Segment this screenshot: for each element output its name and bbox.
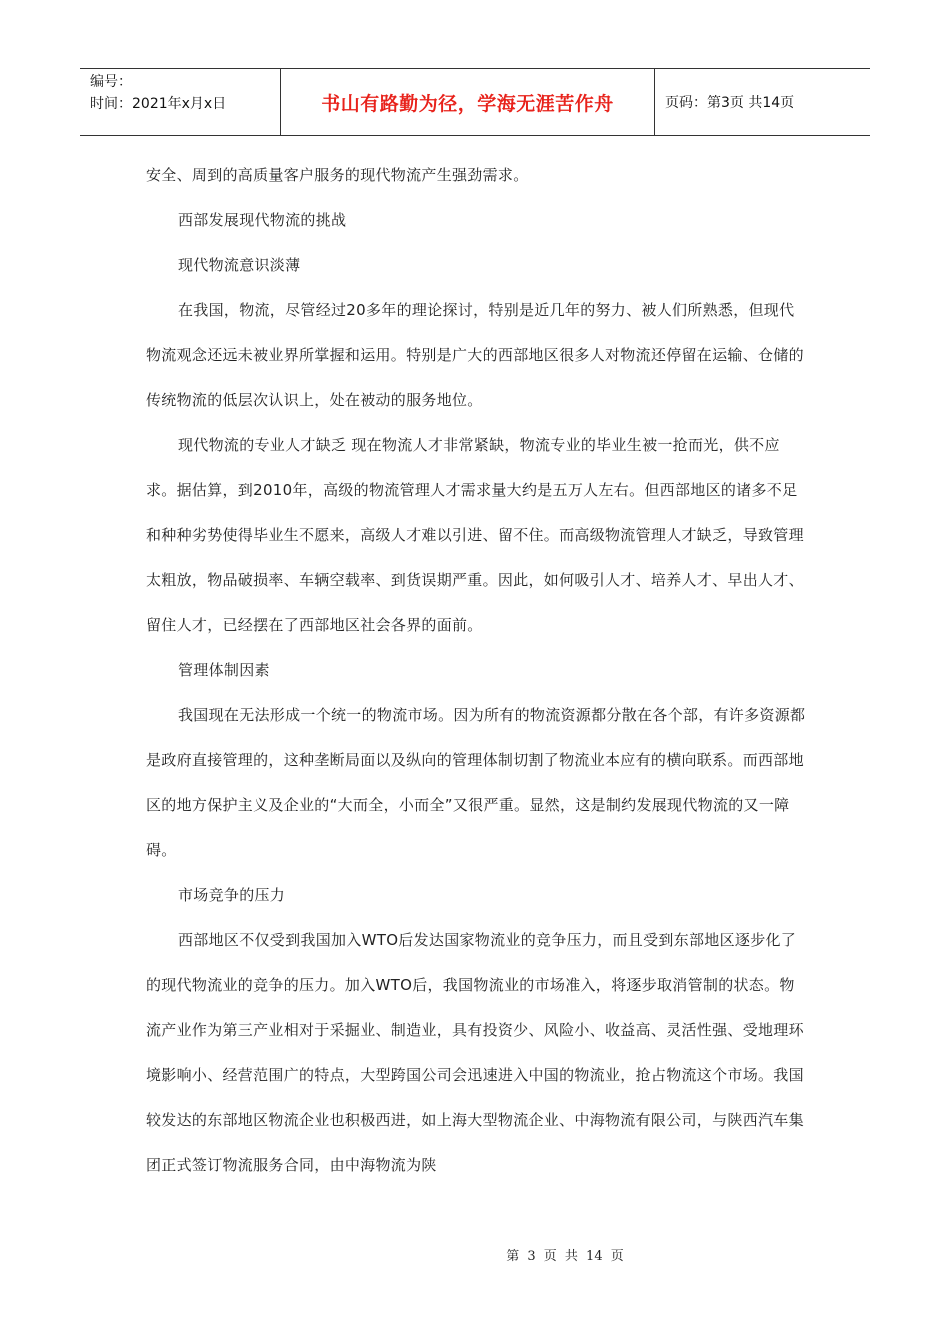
header-meta-cell — [80, 69, 281, 135]
document-body — [146, 153, 806, 1188]
document-date: 时间：2021年x月x日 — [90, 96, 227, 112]
document-number-label: 编号： — [90, 74, 132, 90]
paragraph: 在我国，物流，尽管经过20多年的理论探讨，特别是近几年的努力、被人们所熟悉，但现代物流观念还远未被业界所掌握和运用。特别是广大的西部地区很多人对物流还停留在运输、仓储的传统物流的低层次认识上，处在被动的服务地位。 — [146, 301, 804, 409]
section-heading: 西部发展现代物流的挑战 — [178, 211, 347, 229]
header-motto: 书山有路勤为径，学海无涯苦作舟 — [281, 69, 655, 135]
page-footer: 第 3 页 共 14 页 — [506, 1249, 624, 1264]
subsection-heading: 管理体制因素 — [178, 661, 270, 679]
subsection-heading: 市场竞争的压力 — [178, 886, 286, 904]
paragraph: 现代物流的专业人才缺乏 现在物流人才非常紧缺，物流专业的毕业生被一抢而光，供不应求。据估算，到2010年，高级的物流管理人才需求量大约是五万人左右。但西部地区的诸多不足和种种劣势使得毕业生不愿来，高级人才难以引进、留不住。而高级物流管理人才缺乏，导致管理太粗放，物品破损率、车辆空载率、到货误期严重。因此，如何吸引人才、培养人才、早出人才、留住人才，已经摆在了西部地区社会各界的面前。 — [146, 436, 804, 634]
page-header — [80, 68, 870, 136]
paragraph: 我国现在无法形成一个统一的物流市场。因为所有的物流资源都分散在各个部，有许多资源都是政府直接管理的，这种垄断局面以及纵向的管理体制切割了物流业本应有的横向联系。而西部地区的地方保护主义及企业的“大而全，小而全”又很严重。显然，这是制约发展现代物流的又一障碍。 — [146, 706, 806, 859]
subsection-heading: 现代物流意识淡薄 — [178, 256, 301, 274]
paragraph: 西部地区不仅受到我国加入WTO后发达国家物流业的竞争压力，而且受到东部地区逐步化了的现代物流业的竞争的压力。加入WTO后，我国物流业的市场准入，将逐步取消管制的状态。物流产业作为第三产业相对于采掘业、制造业，具有投资少、风险小、收益高、灵活性强、受地理环境影响小、经营范围广的特点，大型跨国公司会迅速进入中国的物流业，抢占物流这个市场。我国较发达的东部地区物流企业也积极西进，如上海大型物流企业、中海物流有限公司，与陕西汽车集团正式签订物流服务合同，由中海物流为陕 — [146, 931, 804, 1174]
paragraph-continuation: 安全、周到的高质量客户服务的现代物流产生强劲需求。 — [146, 166, 529, 184]
header-page-info: 页码：第3页 共14页 — [665, 95, 795, 111]
